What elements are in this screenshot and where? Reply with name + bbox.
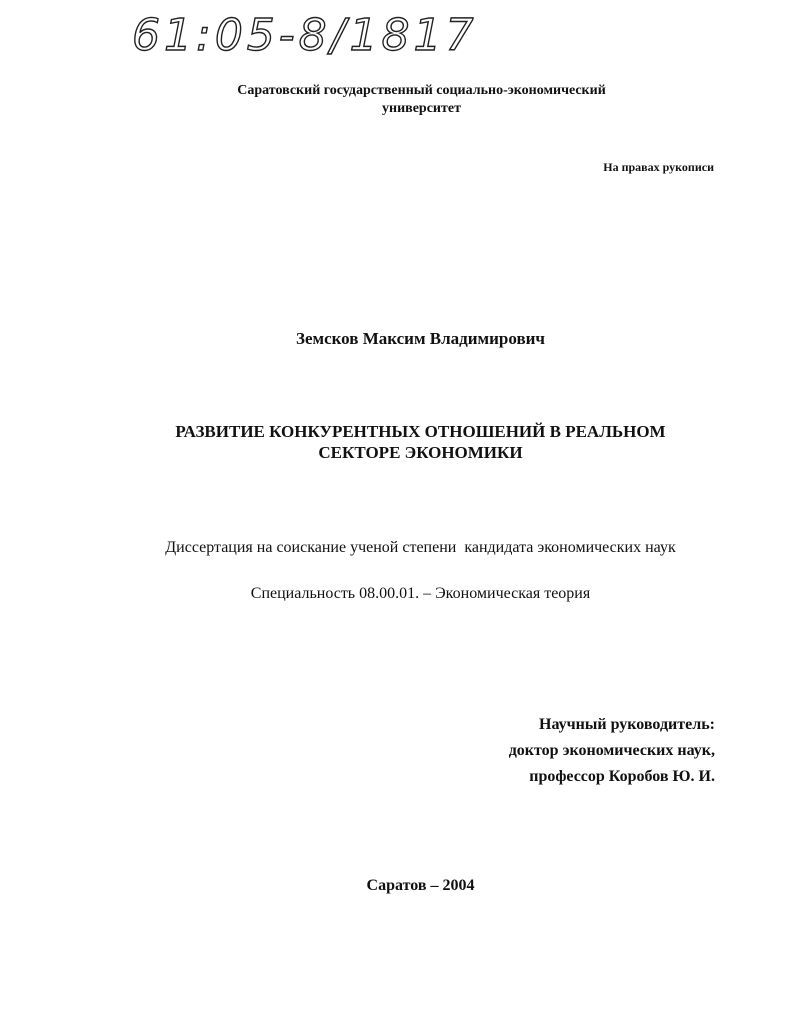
advisor-label: Научный руководитель: — [539, 716, 715, 733]
manuscript-note: На правах рукописи — [603, 160, 714, 174]
university-line-2: университет — [382, 101, 461, 116]
handwritten-code-text: 61:05-8/1817 — [132, 10, 478, 61]
university-name — [0, 82, 791, 118]
university-line-1: Саратовский государственный социально-экономический — [237, 83, 606, 98]
advisor-degree: доктор экономических наук, — [508, 742, 715, 759]
degree-statement — [0, 538, 791, 558]
title-line-2: СЕКТОРЕ ЭКОНОМИКИ — [318, 443, 523, 462]
dissertation-title — [0, 421, 791, 463]
specialty-statement: Специальность 08.00.01. – Экономическая теория — [250, 585, 591, 602]
degree-text: Диссертация на соискание ученой степени кандидата экономических наук — [165, 539, 676, 556]
advisor-name: профессор Коробов Ю. И. — [529, 768, 715, 785]
title-line-1: РАЗВИТИЕ КОНКУРЕНТНЫХ ОТНОШЕНИЙ В РЕАЛЬНОМ — [175, 422, 666, 441]
handwritten-archive-code — [128, 2, 508, 62]
author-name: Земсков Максим Владимирович — [295, 329, 546, 348]
city-year: Саратов – 2004 — [366, 877, 475, 894]
scientific-advisor — [509, 712, 715, 790]
